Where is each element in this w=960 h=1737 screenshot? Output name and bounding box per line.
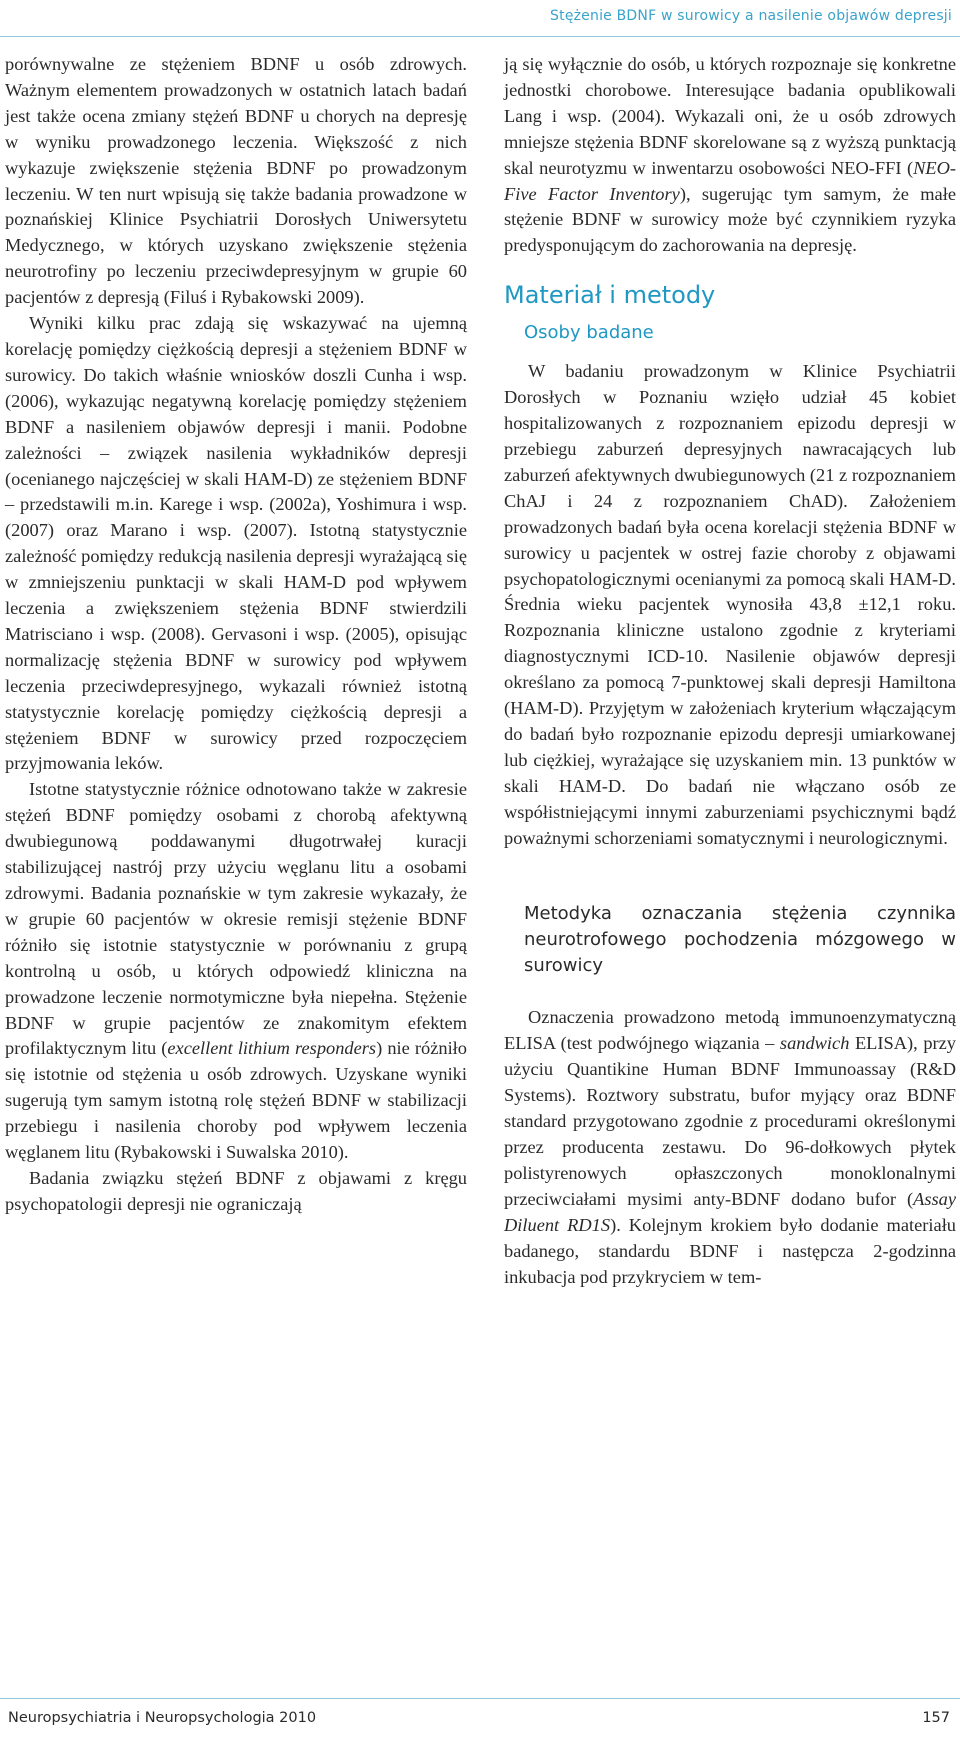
right-paragraph-3-italic-1: sandwich: [779, 1033, 850, 1054]
footer-page-number: 157: [922, 1710, 950, 1726]
right-paragraph-3: [504, 1005, 956, 1290]
header-divider: [0, 36, 960, 37]
section-title: Materiał i metody: [504, 281, 716, 310]
right-paragraph-3-part-c: ). Kolejnym krokiem było dodanie materiału badanego, standardu BDNF i następcza 2-godzinna inkubacja pod przykryciem w tem-: [504, 1214, 956, 1287]
footer-journal-name: Neuropsychiatria i Neuropsychologia 2010: [8, 1710, 317, 1726]
left-paragraph-3: [5, 777, 467, 1166]
subsection-title-methodology: Metodyka oznaczania stężenia czynnika neurotrofowego pochodzenia mózgowego w surowicy: [524, 903, 956, 977]
right-paragraph-3-italic-2: Assay Diluent RD1S: [504, 1188, 956, 1235]
left-paragraph-4: Badania związku stężeń BDNF z objawami z kręgu psychopatologii depresji nie ograniczają: [5, 1167, 467, 1214]
right-paragraph-1-part-b: ), sugerując tym samym, że małe stężenie BDNF w surowicy może być czynnikiem ryzyka predysponującym do zachorowania na depresję.: [504, 183, 956, 256]
left-column: [5, 52, 467, 1218]
running-header: Stężenie BDNF w surowicy a nasilenie objawów depresji: [550, 8, 952, 24]
footer-divider: [0, 1698, 960, 1699]
right-paragraph-3-part-b: ELISA), przy użyciu Quantikine Human BDNF Immunoassay (R&D Systems). Roztwory substratu, bufor myjący oraz BDNF standard przygotowano zgodnie z procedurami określonymi przez producenta zestawu. Do 96-dołkowych płytek polistyrenowych opłaszczonych monoklonalnymi przeciwciałami mysimi anty-BDNF dodano bufor (: [504, 1033, 956, 1209]
subsection-title-participants: Osoby badane: [524, 322, 654, 344]
left-paragraph-2: Wyniki kilku prac zdają się wskazywać na ujemną korelację pomiędzy ciężkością depresji a stężeniem BDNF w surowicy. Do takich właśnie wniosków doszli Cunha i wsp. (2006), wykazując negatywną korelację pomiędzy stężeniem BDNF a nasileniem objawów depresji i manii. Podobne zależności – związek nasilenia wykładników depresji (ocenianego najczęściej w skali HAM-D) ze stężeniem BDNF – przedstawili m.in. Karege i wsp. (2002a), Yoshimura i wsp. (2007) oraz Marano i wsp. (2007). Istotną statystycznie zależność pomiędzy redukcją nasilenia depresji wyrażającą się w zmniejszeniu punktacji w skali HAM-D pod wpływem leczenia a zwiększeniem stężenia BDNF stwierdzili Matrisciano i wsp. (2008). Gervasoni i wsp. (2005), opisując normalizację stężenia BDNF w surowicy pod wpływem leczenia przeciwdepresyjnego, wykazali również istotną statystycznie korelację pomiędzy ciężkością depresji a stężeniem BDNF w surowicy przed rozpoczęciem przyjmowania leków.: [5, 313, 467, 774]
right-paragraph-1-italic: NEO-Five Factor Inventory: [504, 157, 956, 204]
left-paragraph-3-part-b: ) nie różniło się istotnie od stężenia u osób zdrowych. Uzyskane wyniki sugerują tym samym istotną rolę stężeń BDNF w stabilizacji przebiegu i nasilenia choroby pod wpływem leczenia węglanem litu (Rybakowski i Suwalska 2010).: [5, 1038, 467, 1163]
right-paragraph-3-part-a: Oznaczenia prowadzono metodą immunoenzymatyczną ELISA (test podwójnego wiązania –: [504, 1007, 956, 1054]
left-paragraph-3-italic: excellent lithium responders: [167, 1038, 377, 1059]
left-paragraph-3-part-a: Istotne statystycznie różnice odnotowano także w zakresie stężeń BDNF pomiędzy osobami z chorobą afektywną dwubiegunową poddawanymi długotrwałej kuracji stabilizującej nastrój przy użyciu węglanu litu a osobami zdrowymi. Badania poznańskie w tym zakresie wykazały, że w grupie 60 pacjentów w okresie remisji stężenie BDNF różniło się istotnie statystycznie w porównaniu z grupą kontrolną u osób, u których odpowiedź kliniczna na prowadzone leczenie normotymiczne była niepełna. Stężenie BDNF w grupie pacjentów ze znakomitym efektem profilaktycznym litu (: [5, 779, 467, 1059]
right-column: [504, 52, 956, 1290]
left-paragraph-1: porównywalne ze stężeniem BDNF u osób zdrowych. Ważnym elementem prowadzonych w ostatnich latach badań jest także ocena zmiany stężeń BDNF u chorych na depresję w wyniku prowadzonego leczenia. Większość z nich wykazuje zwiększenie stężenia BDNF po prowadzonym leczeniu. W ten nurt wpisują się także badania prowadzone w poznańskiej Klinice Psychiatrii Dorosłych Uniwersytetu Medycznego, w których uzyskano zwiększenie stężenia neurotrofiny po leczeniu przeciwdepresyjnym w grupie 60 pacjentów z depresją (Filuś i Rybakowski 2009).: [5, 54, 467, 308]
right-paragraph-2: W badaniu prowadzonym w Klinice Psychiatrii Dorosłych w Poznaniu wzięło udział 45 kobiet hospitalizowanych z rozpoznaniem epizodu depresji w przebiegu zaburzeń depresyjnych nawracających lub zaburzeń afektywnych dwubiegunowych (21 z rozpoznaniem ChAJ i 24 z rozpoznaniem ChAD). Założeniem prowadzonych badań była ocena korelacji stężenia BDNF w surowicy u pacjentek w ostrej fazie choroby z objawami psychopatologicznymi ocenianymi za pomocą skali HAM-D. Średnia wieku pacjentek wynosiła 43,8 ±12,1 roku. Rozpoznania kliniczne ustalono zgodnie z kryteriami diagnostycznymi ICD-10. Nasilenie objawów depresji określano za pomocą 7-punktowej skali depresji Hamiltona (HAM-D). Przyjętym w założeniach kryterium włączającym do badań było rozpoznanie epizodu depresji umiarkowanej lub ciężkiej, wyrażające się uzyskaniem min. 13 punktów w skali HAM-D. Do badań nie włączano osób ze współistniejącymi innymi zaburzeniami psychicznymi bądź poważnymi schorzeniami somatycznymi i neurologicznymi.: [504, 361, 956, 848]
right-paragraph-1: [504, 52, 956, 259]
right-paragraph-1-part-a: ją się wyłącznie do osób, u których rozpoznaje się konkretne jednostki chorobowe. Interesujące badania opublikowali Lang i wsp. (2004). Wykazali oni, że u osób zdrowych mniejsze stężenia BDNF skorelowane są z wyższą punktacją skal neurotyzmu w inwentarzu osobowości NEO-FFI (: [504, 54, 956, 178]
